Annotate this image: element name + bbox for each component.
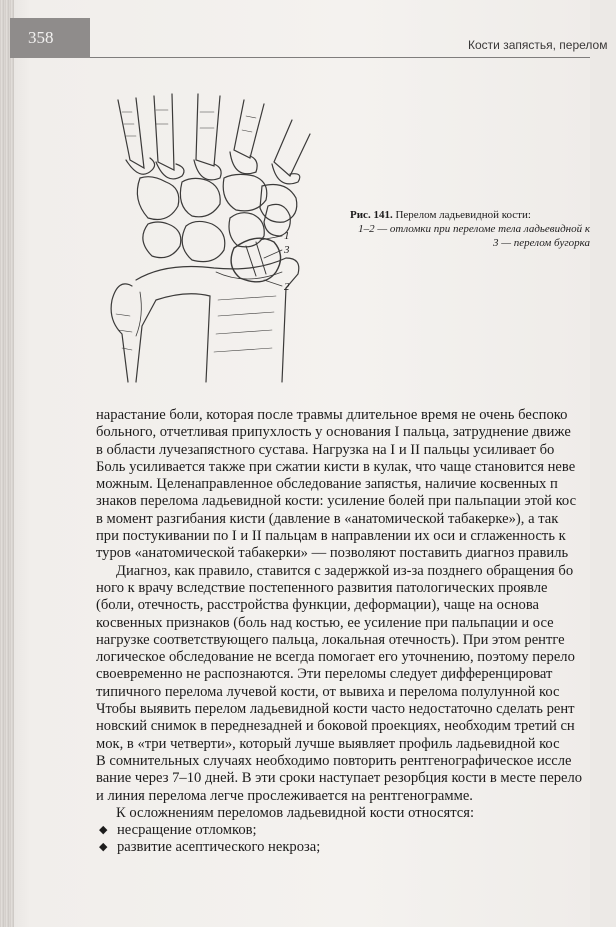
- wrist-figure: [96, 90, 346, 390]
- list-item-text: несращение отломков;: [117, 822, 257, 839]
- text-line: знаков перелома ладьевидной кости: усиление болей при пальпации этой кос: [96, 493, 577, 510]
- bullet-diamond-icon: ◆: [99, 841, 108, 854]
- header-rule: [90, 57, 590, 58]
- text-line: новский снимок в переднезадней и боковой проекциях, необходим третий сн: [96, 718, 575, 735]
- text-line: больного, отчетливая припухлость у основания I пальца, затруднение движе: [96, 424, 571, 441]
- text-line: логическое обследование не всегда помогает его уточнению, поэтому перело: [96, 649, 575, 666]
- list-item: [96, 822, 616, 839]
- running-head: Кости запястья, перелом: [468, 38, 608, 52]
- text-line: К осложнениям переломов ладьевидной кости относятся:: [116, 804, 475, 821]
- text-line: В сомнительных случаях необходимо повторить рентгенографическое иссле: [96, 752, 572, 769]
- text-line: своевременно не распознаются. Эти переломы следует дифференцироват: [96, 666, 553, 683]
- figure-labels: [283, 230, 290, 293]
- figure-legend-line-1: 1–2 — отломки при переломе тела ладьевидной к: [358, 223, 590, 235]
- text-line: вание через 7–10 дней. В эти сроки наступает резорбция кости в месте перело: [96, 770, 583, 787]
- text-line: при постукивании по I и II пальцам в направлении их оси и сглаженность к: [96, 528, 566, 545]
- text-line: (боли, отечность, расстройства функции, деформации), чаще на основа: [96, 597, 540, 614]
- text-line: в момент разгибания кисти (давление в «анатомической табакерке»), а так: [96, 510, 559, 527]
- complications-list: [96, 822, 616, 857]
- text-line: можным. Целенаправленное обследование запястья, наличие косвенных п: [96, 476, 558, 493]
- figure-label-3: 3: [284, 244, 290, 256]
- body-text: [96, 407, 616, 857]
- wrist-bones-drawing: [111, 94, 310, 382]
- figure-title: Рис. 141.: [350, 209, 393, 221]
- text-line: Боль усиливается также при сжатии кисти в кулак, что чаще становится неве: [96, 458, 576, 475]
- list-item-text: развитие асептического некроза;: [117, 839, 321, 856]
- figure-title-rest: Перелом ладьевидной кости:: [395, 209, 531, 221]
- text-line: нарастание боли, которая после травмы длительное время не очень беспоко: [96, 407, 568, 423]
- text-line: Диагноз, как правило, ставится с задержкой из-за позднего обращения бо: [116, 562, 574, 579]
- text-line: ного к врачу вследствие постепенного развития патологических проявле: [96, 579, 548, 596]
- page-number: 358: [10, 18, 90, 58]
- figure-label-2: 2: [284, 281, 290, 293]
- text-line: туров «анатомической табакерки» — позволяют поставить диагноз правиль: [96, 545, 569, 562]
- bullet-diamond-icon: ◆: [99, 824, 108, 837]
- text-line: мок, в «три четверти», который лучше выявляет профиль ладьевидной кос: [96, 735, 560, 752]
- page-edges: [0, 0, 14, 927]
- figure-caption: [350, 208, 590, 250]
- text-line: типичного перелома лучевой кости, от вывиха и перелома полулунной кос: [96, 683, 560, 700]
- text-line: в области лучезапястного сустава. Нагрузка на I и II пальцы усиливает бо: [96, 441, 555, 458]
- list-item: [96, 839, 616, 856]
- text-line: нагрузке соответствующего пальца, локальная отечность). При этом рентге: [96, 631, 565, 648]
- text-line: косвенных признаков (боль над костью, ее усиление при пальпации и осе: [96, 614, 554, 631]
- text-line: и линия перелома легче прослеживается на рентгенограмме.: [96, 787, 473, 804]
- text-line: Чтобы выявить перелом ладьевидной кости часто недостаточно сделать рент: [96, 701, 575, 718]
- figure-legend-line-2: 3 — перелом бугорка: [493, 237, 590, 249]
- figure-label-1: 1: [284, 230, 290, 242]
